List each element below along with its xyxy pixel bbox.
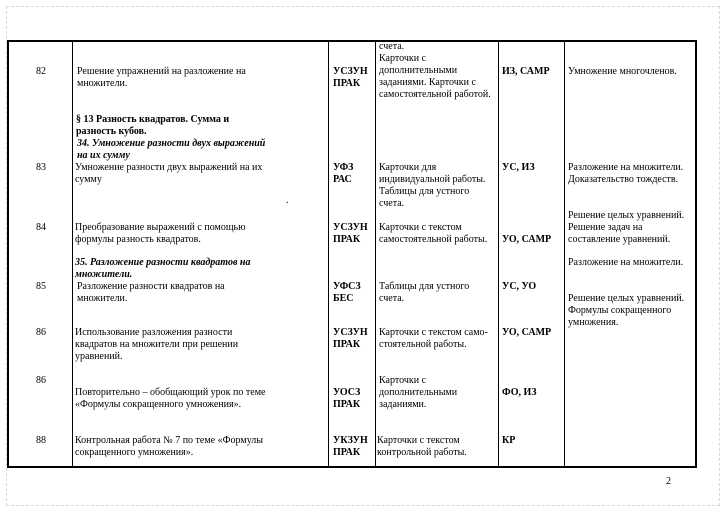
lesson-type: УФСЗ БЕС	[333, 281, 361, 304]
repetition-topic: Разложение на множители. Доказательство тождеств.	[568, 162, 684, 185]
lesson-materials: Карточки для индивидуальной работы. Таблицы для устного счета.	[379, 162, 486, 209]
row-number: 82	[36, 66, 46, 77]
lesson-type: УСЗУН ПРАК	[333, 222, 368, 245]
control-form: ФО, ИЗ	[502, 387, 537, 398]
control-form: КР	[502, 435, 516, 446]
column-divider	[72, 40, 73, 468]
lesson-type: УСЗУН ПРАК	[333, 327, 368, 350]
row-number: 86	[36, 327, 46, 338]
repetition-topic: Решение целых уравнений. Решение задач на составление уравнений.	[568, 210, 685, 245]
lesson-materials: Карточки с дополнительными заданиями.	[379, 375, 458, 410]
lesson-topic: Контрольная работа № 7 по теме «Формулы сокращенного умножения».	[75, 435, 263, 458]
lesson-materials: Таблицы для устного счета.	[379, 281, 470, 304]
control-form: УС, ИЗ	[502, 162, 535, 173]
lesson-type: УОСЗ ПРАК	[333, 387, 361, 410]
control-form: УО, САМР	[502, 234, 552, 245]
column-divider	[498, 40, 499, 468]
lesson-materials: Карточки с текстом самостоятельной работы.	[379, 222, 488, 245]
lesson-materials: Карточки с текстом само- стоятельной работы.	[379, 327, 488, 350]
control-form: ИЗ, САМР	[502, 66, 550, 77]
continuation-text: счета.	[379, 41, 405, 52]
lesson-type: УКЗУН ПРАК	[333, 435, 368, 458]
stray-dot: .	[286, 195, 289, 206]
control-form: УО, САМР	[502, 327, 552, 338]
lesson-type: УСЗУН ПРАК	[333, 66, 368, 89]
row-number: 86	[36, 375, 46, 386]
lesson-materials: Карточки с дополнительными заданиями. Карточки с самостоятельной работой.	[379, 53, 491, 100]
lesson-materials: Карточки с текстом контрольной работы.	[377, 435, 467, 458]
row-number: 83	[36, 162, 46, 173]
lesson-topic: Умножение разности двух выражений на их сумму	[75, 162, 263, 185]
section-subtitle: 34. Умножение разности двух выражений на их сумму	[77, 138, 266, 161]
column-divider	[564, 40, 565, 468]
column-divider	[328, 40, 329, 468]
column-divider	[375, 40, 376, 468]
lesson-topic: Решение упражнений на разложение на множители.	[77, 66, 246, 89]
control-form: УС, УО	[502, 281, 537, 292]
repetition-topic: Разложение на множители.	[568, 257, 684, 268]
lesson-topic: Повторительно – обобщающий урок по теме «Формулы сокращенного умножения».	[75, 387, 266, 410]
row-number: 88	[36, 435, 46, 446]
lesson-topic: Разложение разности квадратов на множители.	[77, 281, 225, 304]
lesson-topic: Преобразование выражений с помощью формулы разность квадратов.	[75, 222, 246, 245]
repetition-topic: Умножение многочленов.	[568, 66, 677, 77]
repetition-topic: Решение целых уравнений. Формулы сокращенного умножения.	[568, 293, 685, 328]
subsection-title: 35. Разложение разности квадратов на множители.	[75, 257, 251, 280]
row-number: 85	[36, 281, 46, 292]
row-number: 84	[36, 222, 46, 233]
page-number: 2	[666, 476, 671, 487]
lesson-type: УФЗ РАС	[333, 162, 354, 185]
lesson-topic: Использование разложения разности квадратов на множители при решении уравнений.	[75, 327, 239, 362]
section-title: § 13 Разность квадратов. Сумма и разность кубов.	[76, 114, 230, 137]
